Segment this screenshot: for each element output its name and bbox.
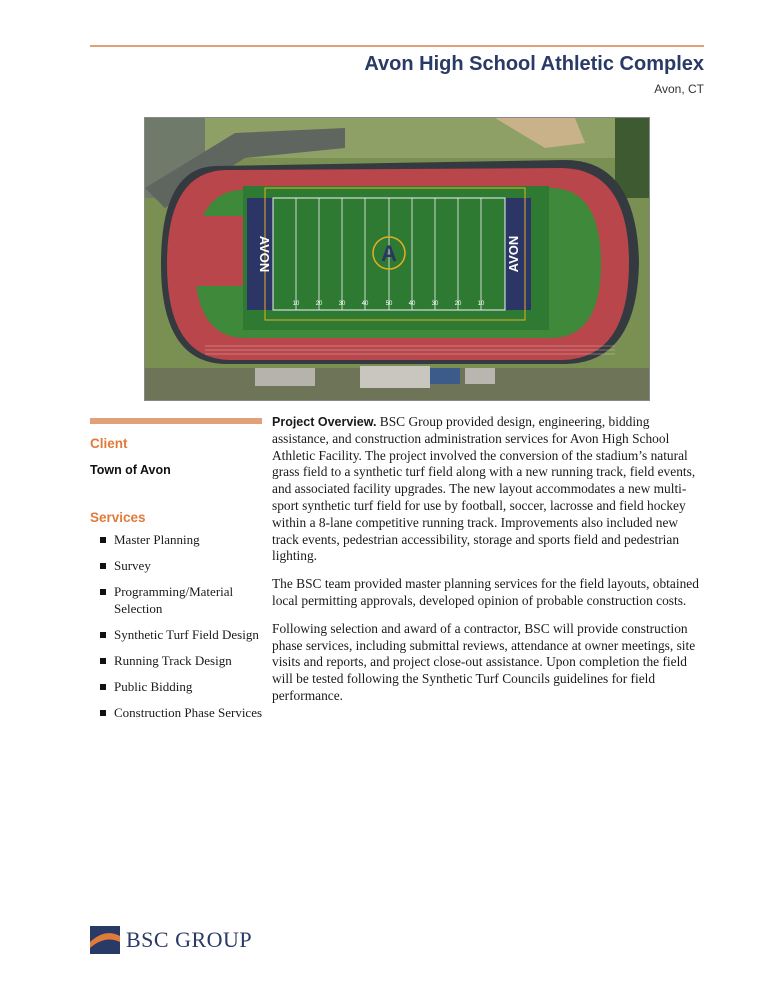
overview-paragraph xyxy=(272,414,706,565)
paragraph-2: The BSC team provided master planning services for the field layouts, obtained local permitting approvals, developed opinion of probable construction costs. xyxy=(272,576,699,608)
list-item xyxy=(100,704,265,721)
bullet-icon xyxy=(100,563,106,569)
location-subtitle: Avon, CT xyxy=(654,82,704,96)
sidebar-rule xyxy=(90,418,262,424)
bullet-icon xyxy=(100,684,106,690)
bsc-group-logo xyxy=(90,926,252,954)
stadium-aerial-photo xyxy=(144,117,650,401)
yard-number: 40 xyxy=(408,301,416,307)
services-heading: Services xyxy=(90,510,146,525)
field-center-logo: A xyxy=(381,241,397,266)
list-item xyxy=(100,583,265,617)
client-name: Town of Avon xyxy=(90,463,171,477)
logo-text: BSC GROUP xyxy=(126,927,253,952)
list-item xyxy=(100,531,265,548)
yard-number: 10 xyxy=(292,301,300,307)
project-description xyxy=(272,414,706,716)
bullet-icon xyxy=(100,537,106,543)
paragraph-3: Following selection and award of a contractor, BSC will provide construction phase services, including submittal reviews, attendance at owner meetings, site visits and reports, and project close-out assistance. Upon completion the field will be tested following the Synthetic Turf Councils guidelines for field performance. xyxy=(272,620,696,703)
bullet-icon xyxy=(100,589,106,595)
yard-number: 40 xyxy=(361,301,369,307)
list-item xyxy=(100,557,265,574)
list-item xyxy=(100,652,265,669)
bsc-logo-icon xyxy=(90,926,120,954)
bullet-icon xyxy=(100,658,106,664)
services-list xyxy=(100,531,265,730)
endzone-right-text: AVON xyxy=(506,235,521,273)
yard-number: 30 xyxy=(431,301,439,307)
bullet-icon xyxy=(100,632,106,638)
yard-number: 10 xyxy=(477,301,485,307)
yard-number: 20 xyxy=(454,301,462,307)
service-label: Construction Phase Services xyxy=(114,705,263,720)
top-rule xyxy=(90,45,704,47)
page-title: Avon High School Athletic Complex xyxy=(364,53,704,75)
endzone-left-text: AVON xyxy=(257,235,272,273)
service-label: Survey xyxy=(114,558,151,573)
client-heading: Client xyxy=(90,436,128,451)
yard-number: 30 xyxy=(338,301,346,307)
service-label: Synthetic Turf Field Design xyxy=(114,627,259,642)
yard-number: 20 xyxy=(315,301,323,307)
yard-numbers xyxy=(293,301,485,307)
service-label: Public Bidding xyxy=(114,679,193,694)
list-item xyxy=(100,626,265,643)
overview-lead: Project Overview. xyxy=(272,415,377,429)
overview-text: BSC Group provided design, engineering, bidding assistance, and construction administration services for Avon High School Athletic Facility. The project involved the conversion of the stadium’s natural grass field to a synthetic turf field along with a new running track, field events, and associated facility upgrades. The new layout accommodates a new multi-sport synthetic turf field for use by football, soccer, lacrosse and field hockey within a 8-lane competitive running track. Improvements also included new track events, pedestrian accessibility, storage and sports field and pedestrian lighting. xyxy=(272,414,696,564)
yard-number: 50 xyxy=(385,301,393,307)
list-item xyxy=(100,678,265,695)
service-label: Programming/Material Selection xyxy=(114,584,234,616)
service-label: Running Track Design xyxy=(114,653,232,668)
service-label: Master Planning xyxy=(114,532,200,547)
bullet-icon xyxy=(100,710,106,716)
